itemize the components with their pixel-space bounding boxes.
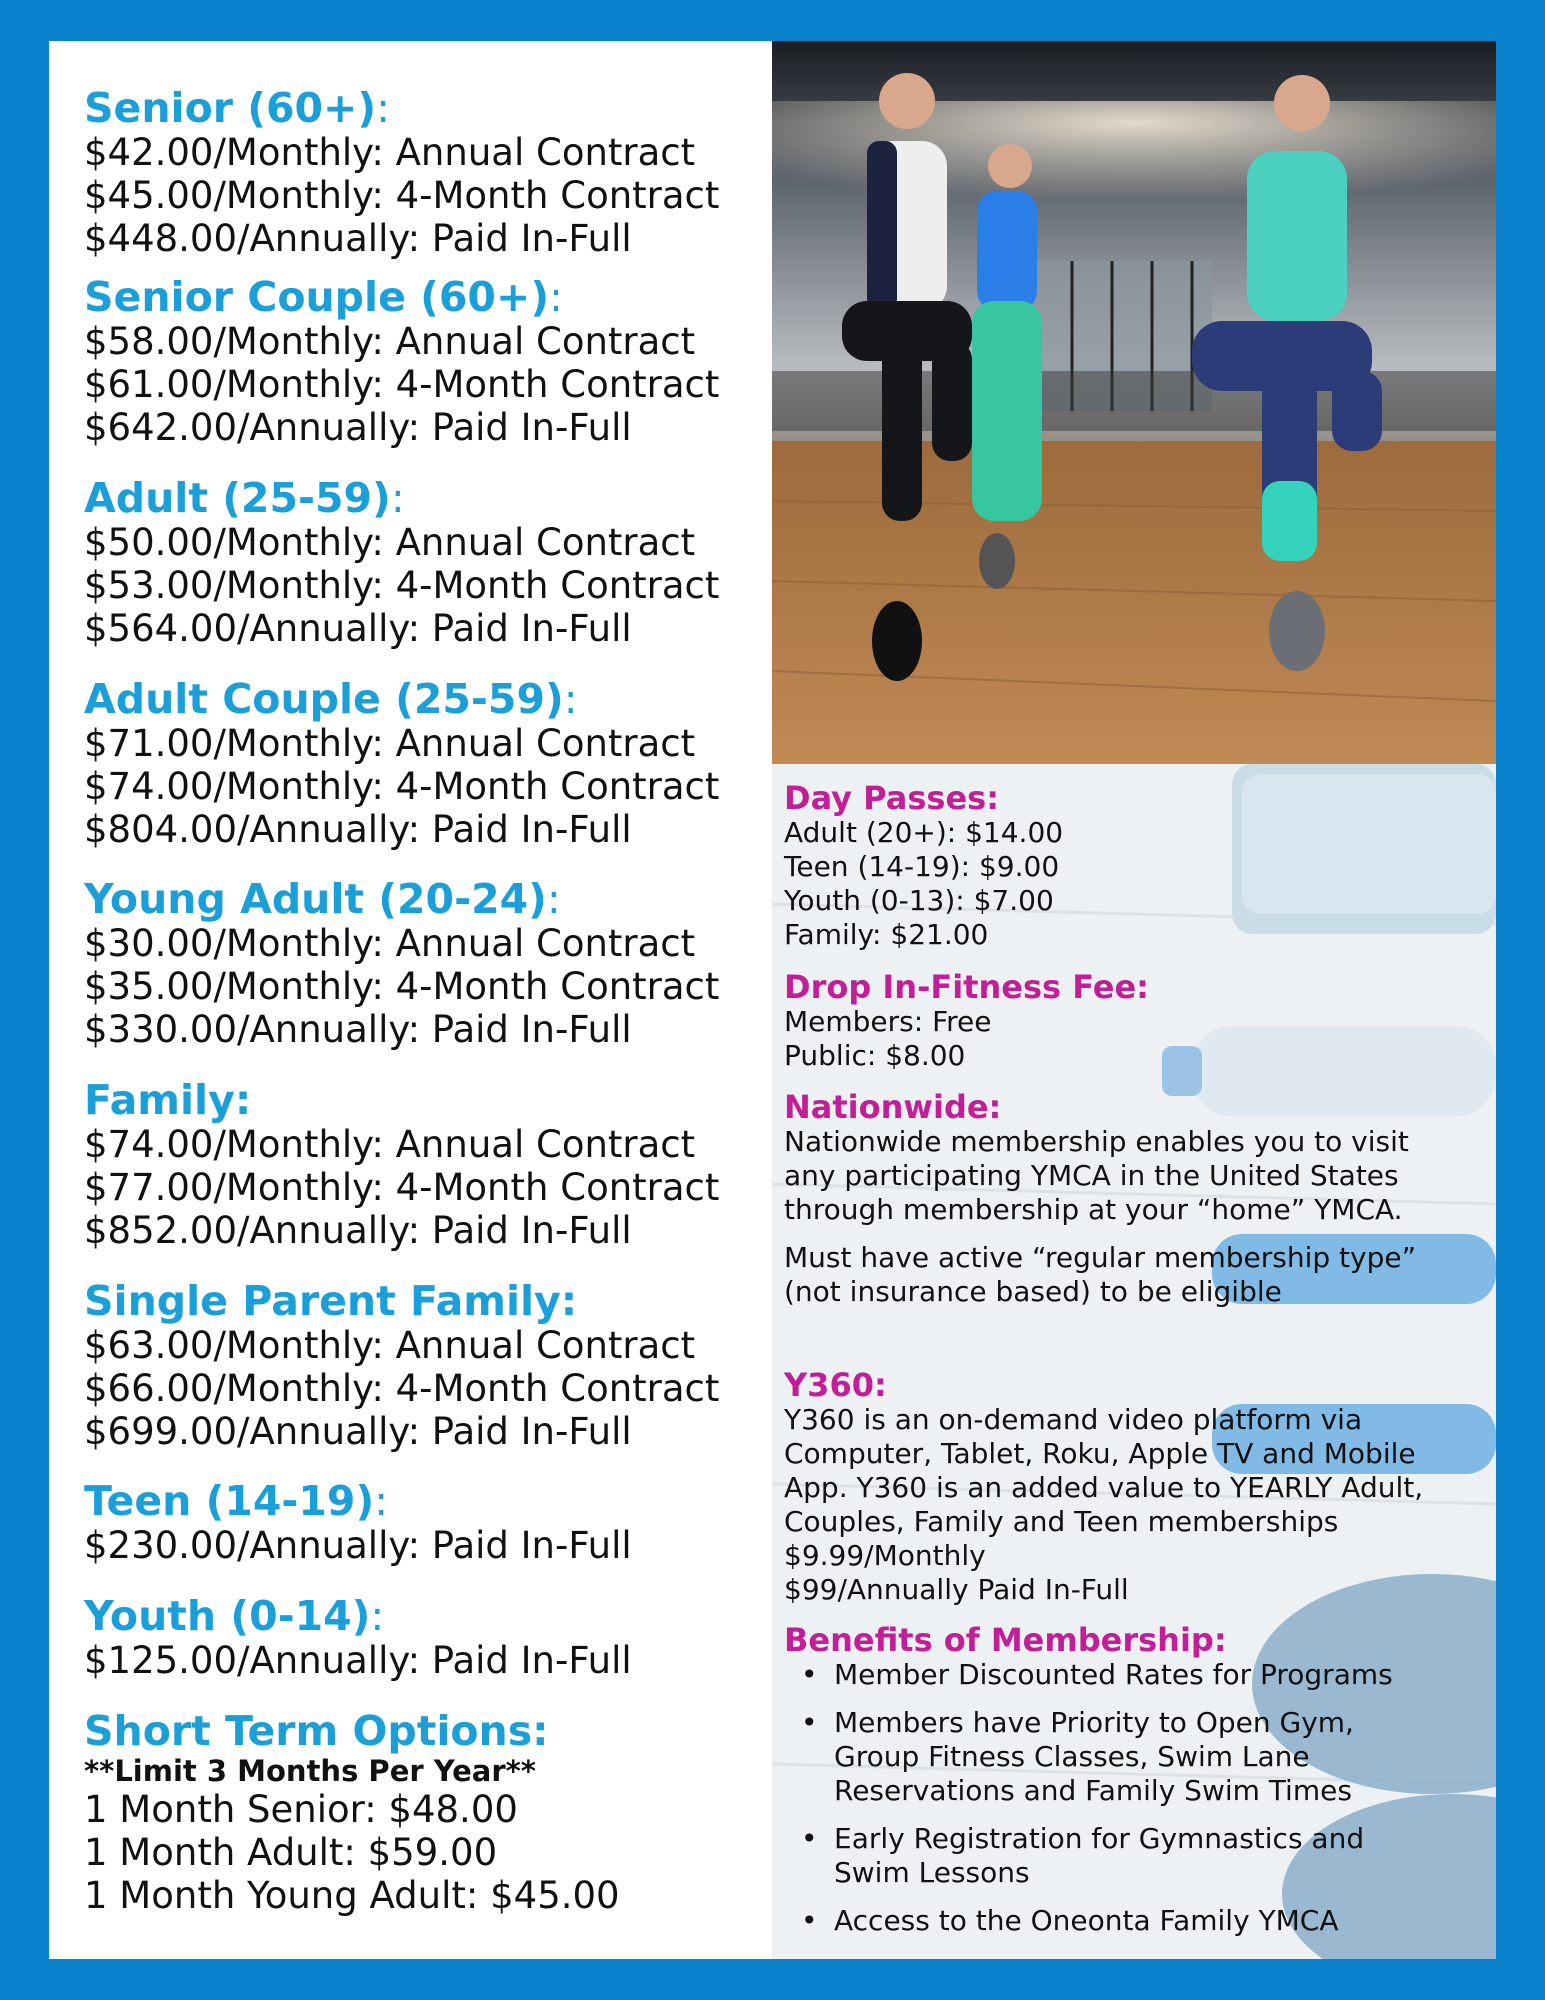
drop-in-line: Public: $8.00 xyxy=(784,1039,966,1072)
nationwide-text: any participating YMCA in the United States xyxy=(784,1159,1399,1192)
membership-young-adult xyxy=(84,876,774,1051)
price-line: $71.00/Monthly: Annual Contract xyxy=(84,722,696,765)
membership-teen xyxy=(84,1478,774,1567)
price-line: $30.00/Monthly: Annual Contract xyxy=(84,922,696,965)
fitness-class-photo xyxy=(772,41,1496,764)
short-term-title: Short Term Options: xyxy=(84,1707,549,1755)
bullet-icon: • xyxy=(801,1658,818,1691)
membership-title: Young Adult (20-24): xyxy=(84,875,561,923)
y360-text: Couples, Family and Teen memberships xyxy=(784,1505,1339,1538)
price-line: $58.00/Monthly: Annual Contract xyxy=(84,320,696,363)
nationwide xyxy=(784,1089,1484,1309)
benefits xyxy=(784,1622,1484,1938)
benefits-title: Benefits of Membership: xyxy=(784,1621,1227,1659)
price-line: $699.00/Annually: Paid In-Full xyxy=(84,1410,632,1453)
membership-title: Youth (0-14): xyxy=(84,1592,385,1640)
day-pass-line: Family: $21.00 xyxy=(784,918,989,951)
benefit-item: • Member Discounted Rates for Programs xyxy=(801,1658,1393,1691)
day-passes xyxy=(784,780,1484,952)
price-line: $45.00/Monthly: 4-Month Contract xyxy=(84,174,720,217)
membership-senior xyxy=(84,85,774,260)
nationwide-title: Nationwide: xyxy=(784,1088,1002,1126)
nationwide-eligibility: (not insurance based) to be eligible xyxy=(784,1275,1282,1308)
membership-title: Family: xyxy=(84,1076,252,1124)
day-pass-line: Teen (14-19): $9.00 xyxy=(784,850,1060,883)
price-line: $852.00/Annually: Paid In-Full xyxy=(84,1209,632,1252)
price-line: $125.00/Annually: Paid In-Full xyxy=(84,1639,632,1682)
short-term-limit: **Limit 3 Months Per Year** xyxy=(84,1754,536,1788)
membership-title: Adult Couple (25-59): xyxy=(84,675,578,723)
day-pass-line: Adult (20+): $14.00 xyxy=(784,816,1064,849)
nationwide-eligibility: Must have active “regular membership type” xyxy=(784,1241,1417,1274)
y360 xyxy=(784,1367,1484,1607)
price-line: $564.00/Annually: Paid In-Full xyxy=(84,607,632,650)
price-line: $63.00/Monthly: Annual Contract xyxy=(84,1324,696,1367)
price-line: 1 Month Senior: $48.00 xyxy=(84,1788,518,1831)
price-line: $42.00/Monthly: Annual Contract xyxy=(84,131,696,174)
y360-title: Y360: xyxy=(784,1366,887,1404)
price-line: $50.00/Monthly: Annual Contract xyxy=(84,521,696,564)
drop-in-title: Drop In-Fitness Fee: xyxy=(784,968,1149,1006)
drop-in-line: Members: Free xyxy=(784,1005,992,1038)
y360-text: Y360 is an on-demand video platform via xyxy=(784,1403,1363,1436)
info-column xyxy=(772,41,1496,1959)
day-passes-title: Day Passes: xyxy=(784,779,999,817)
membership-single-parent-family xyxy=(84,1278,774,1453)
price-line: 1 Month Young Adult: $45.00 xyxy=(84,1874,620,1917)
membership-title: Teen (14-19): xyxy=(84,1477,389,1525)
nationwide-text: through membership at your “home” YMCA. xyxy=(784,1193,1403,1226)
benefit-item: • Members have Priority to Open Gym, Group Fitness Classes, Swim Lane Reservations and Family Swim Times xyxy=(801,1706,1354,1807)
price-line: $53.00/Monthly: 4-Month Contract xyxy=(84,564,720,607)
bullet-icon: • xyxy=(801,1822,818,1855)
price-line: $330.00/Annually: Paid In-Full xyxy=(84,1008,632,1051)
price-line: $61.00/Monthly: 4-Month Contract xyxy=(84,363,720,406)
info-panel xyxy=(772,764,1496,1959)
y360-price: $9.99/Monthly xyxy=(784,1539,986,1572)
nationwide-text: Nationwide membership enables you to visit xyxy=(784,1125,1409,1158)
benefit-item: • Early Registration for Gymnastics and Swim Lessons xyxy=(801,1822,1365,1889)
drop-in-fee xyxy=(784,969,1484,1073)
membership-adult-couple xyxy=(84,676,774,851)
membership-title: Senior Couple (60+): xyxy=(84,273,563,321)
price-line: $35.00/Monthly: 4-Month Contract xyxy=(84,965,720,1008)
day-pass-line: Youth (0-13): $7.00 xyxy=(784,884,1054,917)
price-line: $230.00/Annually: Paid In-Full xyxy=(84,1524,632,1567)
flyer-page xyxy=(49,41,1496,1959)
benefits-list xyxy=(784,1658,1484,1938)
membership-title: Senior (60+): xyxy=(84,84,390,132)
short-term-options xyxy=(84,1708,774,1917)
price-line: $77.00/Monthly: 4-Month Contract xyxy=(84,1166,720,1209)
y360-text: App. Y360 is an added value to YEARLY Adult, xyxy=(784,1471,1424,1504)
y360-price: $99/Annually Paid In-Full xyxy=(784,1573,1129,1606)
price-line: $448.00/Annually: Paid In-Full xyxy=(84,217,632,260)
benefit-item: • Access to the Oneonta Family YMCA xyxy=(801,1904,1339,1937)
price-line: $642.00/Annually: Paid In-Full xyxy=(84,406,632,449)
membership-title: Single Parent Family: xyxy=(84,1277,578,1325)
price-line: 1 Month Adult: $59.00 xyxy=(84,1831,498,1874)
membership-senior-couple xyxy=(84,274,774,449)
bullet-icon: • xyxy=(801,1706,818,1739)
membership-family xyxy=(84,1077,774,1252)
price-line: $66.00/Monthly: 4-Month Contract xyxy=(84,1367,720,1410)
price-line: $74.00/Monthly: Annual Contract xyxy=(84,1123,696,1166)
membership-adult xyxy=(84,475,774,650)
membership-title: Adult (25-59): xyxy=(84,474,405,522)
price-line: $804.00/Annually: Paid In-Full xyxy=(84,808,632,851)
y360-text: Computer, Tablet, Roku, Apple TV and Mobile xyxy=(784,1437,1416,1470)
price-line: $74.00/Monthly: 4-Month Contract xyxy=(84,765,720,808)
membership-pricing-column xyxy=(49,41,772,1959)
bullet-icon: • xyxy=(801,1904,818,1937)
membership-youth xyxy=(84,1593,774,1682)
